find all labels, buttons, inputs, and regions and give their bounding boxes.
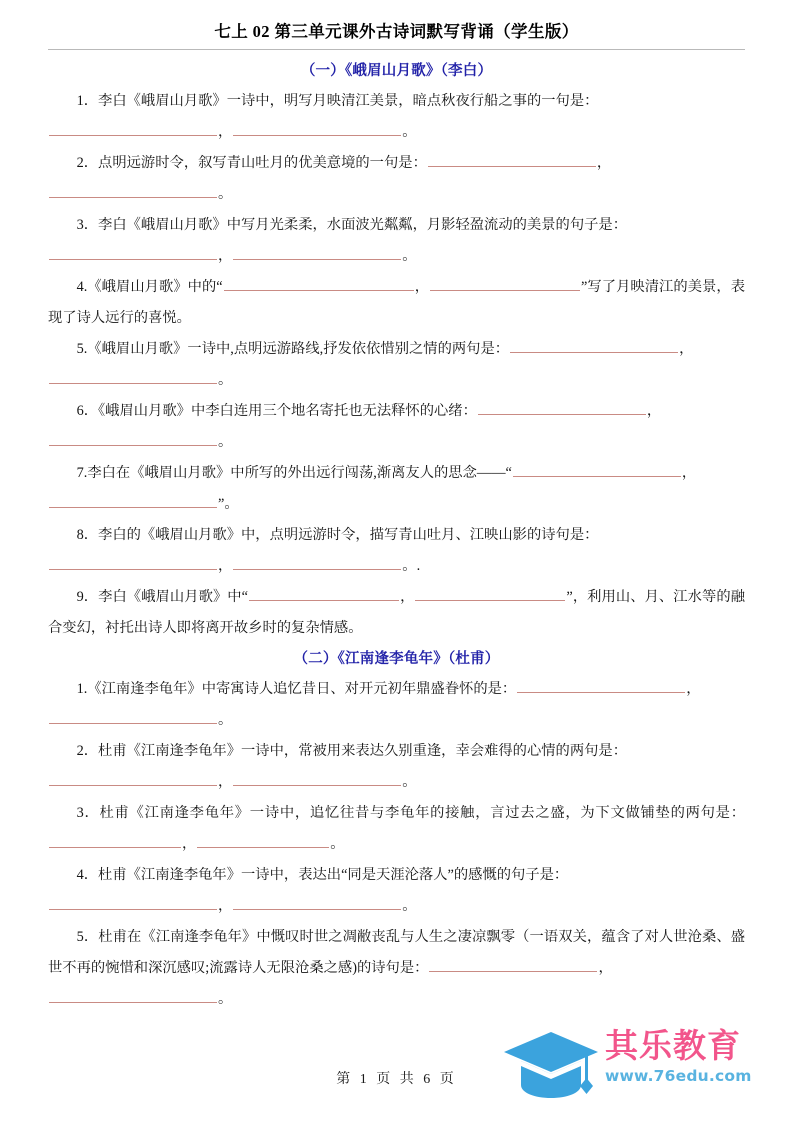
question-text: 3．杜甫《江南逢李龟年》一诗中，追忆往昔与李龟年的接触，言过去之盛，为下文做铺垫的两句是： [76, 805, 745, 821]
question-text: ， [646, 403, 662, 419]
question-item [48, 922, 745, 1015]
question-text: 2．点明远游时令，叙写青山吐月的优美意境的一句是： [76, 155, 427, 171]
question-item [48, 736, 745, 798]
question-text: 9．李白《峨眉山月歌》中“ [76, 589, 249, 605]
answer-blank[interactable] [49, 552, 217, 570]
answer-blank[interactable] [517, 675, 685, 693]
answer-blank[interactable] [49, 242, 217, 260]
question-text: ， [596, 155, 612, 171]
question-text: ， [414, 279, 430, 295]
question-text: 。 [218, 186, 233, 202]
question-item [48, 798, 745, 860]
question-item [48, 458, 745, 520]
sections-container [48, 59, 745, 1015]
question-text: 。. [402, 558, 421, 574]
graduation-cap-icon [501, 1028, 601, 1100]
question-item [48, 674, 745, 736]
answer-blank[interactable] [429, 954, 597, 972]
answer-blank[interactable] [249, 583, 399, 601]
question-text: ”，利用山、月、江水等的融合变幻，衬托出诗人即将离开故乡时的复杂情感。 [48, 589, 745, 636]
question-text: ， [218, 558, 233, 574]
question-text: ， [598, 960, 613, 976]
question-text: 。 [218, 991, 233, 1007]
question-item [48, 860, 745, 922]
answer-blank[interactable] [513, 459, 681, 477]
question-text: 。 [218, 434, 233, 450]
answer-blank[interactable] [49, 985, 217, 1003]
answer-blank[interactable] [233, 552, 401, 570]
answer-blank[interactable] [428, 149, 596, 167]
question-text: 。 [330, 836, 345, 852]
question-text: ， [686, 681, 701, 697]
question-text: ， [182, 836, 197, 852]
question-text: 。 [402, 248, 417, 264]
answer-blank[interactable] [49, 118, 217, 136]
answer-blank[interactable] [415, 583, 565, 601]
question-text: 。 [218, 712, 233, 728]
question-text: ， [681, 465, 697, 481]
page-title: 七上 02 第三单元课外古诗词默写背诵（学生版） [214, 22, 579, 41]
answer-blank[interactable] [49, 490, 217, 508]
answer-blank[interactable] [49, 180, 217, 198]
question-text: 3．李白《峨眉山月歌》中写月光柔柔，水面波光粼粼，月影轻盈流动的美景的句子是： [76, 217, 628, 233]
title-divider [48, 49, 745, 50]
question-text: 5．杜甫在《江南逢李龟年》中慨叹时世之凋敝丧乱与人生之凄凉飘零（一语双关，蕴含了对人世沧桑、盛世不再的惋惜和深沉感叹;流露诗人无限沧桑之感)的诗句是： [48, 929, 745, 976]
question-text: 1．李白《峨眉山月歌》一诗中，明写月映清江美景，暗点秋夜行船之事的一句是： [76, 93, 599, 109]
question-text: 1.《江南逢李龟年》中寄寓诗人追忆昔日、对开元初年鼎盛眷怀的是： [76, 681, 517, 697]
section-header: （二）《江南逢李龟年》（杜甫） [293, 651, 500, 667]
answer-blank[interactable] [233, 768, 401, 786]
page-footer [0, 1026, 793, 1100]
answer-blank[interactable] [197, 830, 329, 848]
question-item [48, 86, 745, 148]
question-text: 4.《峨眉山月歌》中的“ [76, 279, 223, 295]
question-text: ， [218, 124, 233, 140]
question-text: 。 [218, 372, 233, 388]
logo-text [605, 1026, 757, 1086]
answer-blank[interactable] [224, 273, 414, 291]
question-text: 。 [402, 898, 417, 914]
question-item [48, 396, 745, 458]
question-text: 。 [402, 774, 417, 790]
question-item [48, 272, 745, 334]
question-text: 4．杜甫《江南逢李龟年》一诗中，表达出“同是天涯沦落人”的感慨的句子是： [76, 867, 569, 883]
logo-brand-name: 其乐教育 [605, 1026, 741, 1065]
answer-blank[interactable] [49, 892, 217, 910]
question-text: ， [400, 589, 415, 605]
answer-blank[interactable] [430, 273, 580, 291]
question-item [48, 582, 745, 644]
question-item [48, 210, 745, 272]
answer-blank[interactable] [49, 830, 181, 848]
question-text: 。 [402, 124, 417, 140]
question-item [48, 148, 745, 210]
question-text: ， [218, 248, 233, 264]
answer-blank[interactable] [49, 428, 217, 446]
question-text: 7.李白在《峨眉山月歌》中所写的外出远行闯荡,渐离友人的思念——“ [76, 465, 512, 481]
section-header: （一）《峨眉山月歌》（李白） [300, 63, 493, 79]
answer-blank[interactable] [510, 335, 678, 353]
question-text: ， [218, 898, 233, 914]
question-text: 2．杜甫《江南逢李龟年》一诗中，常被用来表达久别重逢，幸会难得的心情的两句是： [76, 743, 628, 759]
question-text: ”写了月映清江的美景，表现了诗人远行的喜悦。 [48, 279, 745, 326]
question-text: 5.《峨眉山月歌》一诗中,点明远游路线,抒发依依惜别之情的两句是： [76, 341, 510, 357]
page-number: 第 1 页 共 6 页 [336, 1072, 457, 1087]
site-logo [501, 1022, 757, 1108]
answer-blank[interactable] [478, 397, 646, 415]
question-item [48, 334, 745, 396]
answer-blank[interactable] [49, 768, 217, 786]
question-item [48, 520, 745, 582]
logo-website-url: www.76edu.com [605, 1067, 752, 1085]
question-text: 6．《峨眉山月歌》中李白连用三个地名寄托也无法释怀的心绪： [76, 403, 477, 419]
answer-blank[interactable] [49, 706, 217, 724]
answer-blank[interactable] [233, 242, 401, 260]
question-text: 8．李白的《峨眉山月歌》中，点明远游时令，描写青山吐月、江映山影的诗句是： [76, 527, 599, 543]
answer-blank[interactable] [233, 118, 401, 136]
question-text: ”。 [218, 496, 239, 512]
answer-blank[interactable] [233, 892, 401, 910]
question-text: ， [679, 341, 694, 357]
question-text: ， [218, 774, 233, 790]
answer-blank[interactable] [49, 366, 217, 384]
